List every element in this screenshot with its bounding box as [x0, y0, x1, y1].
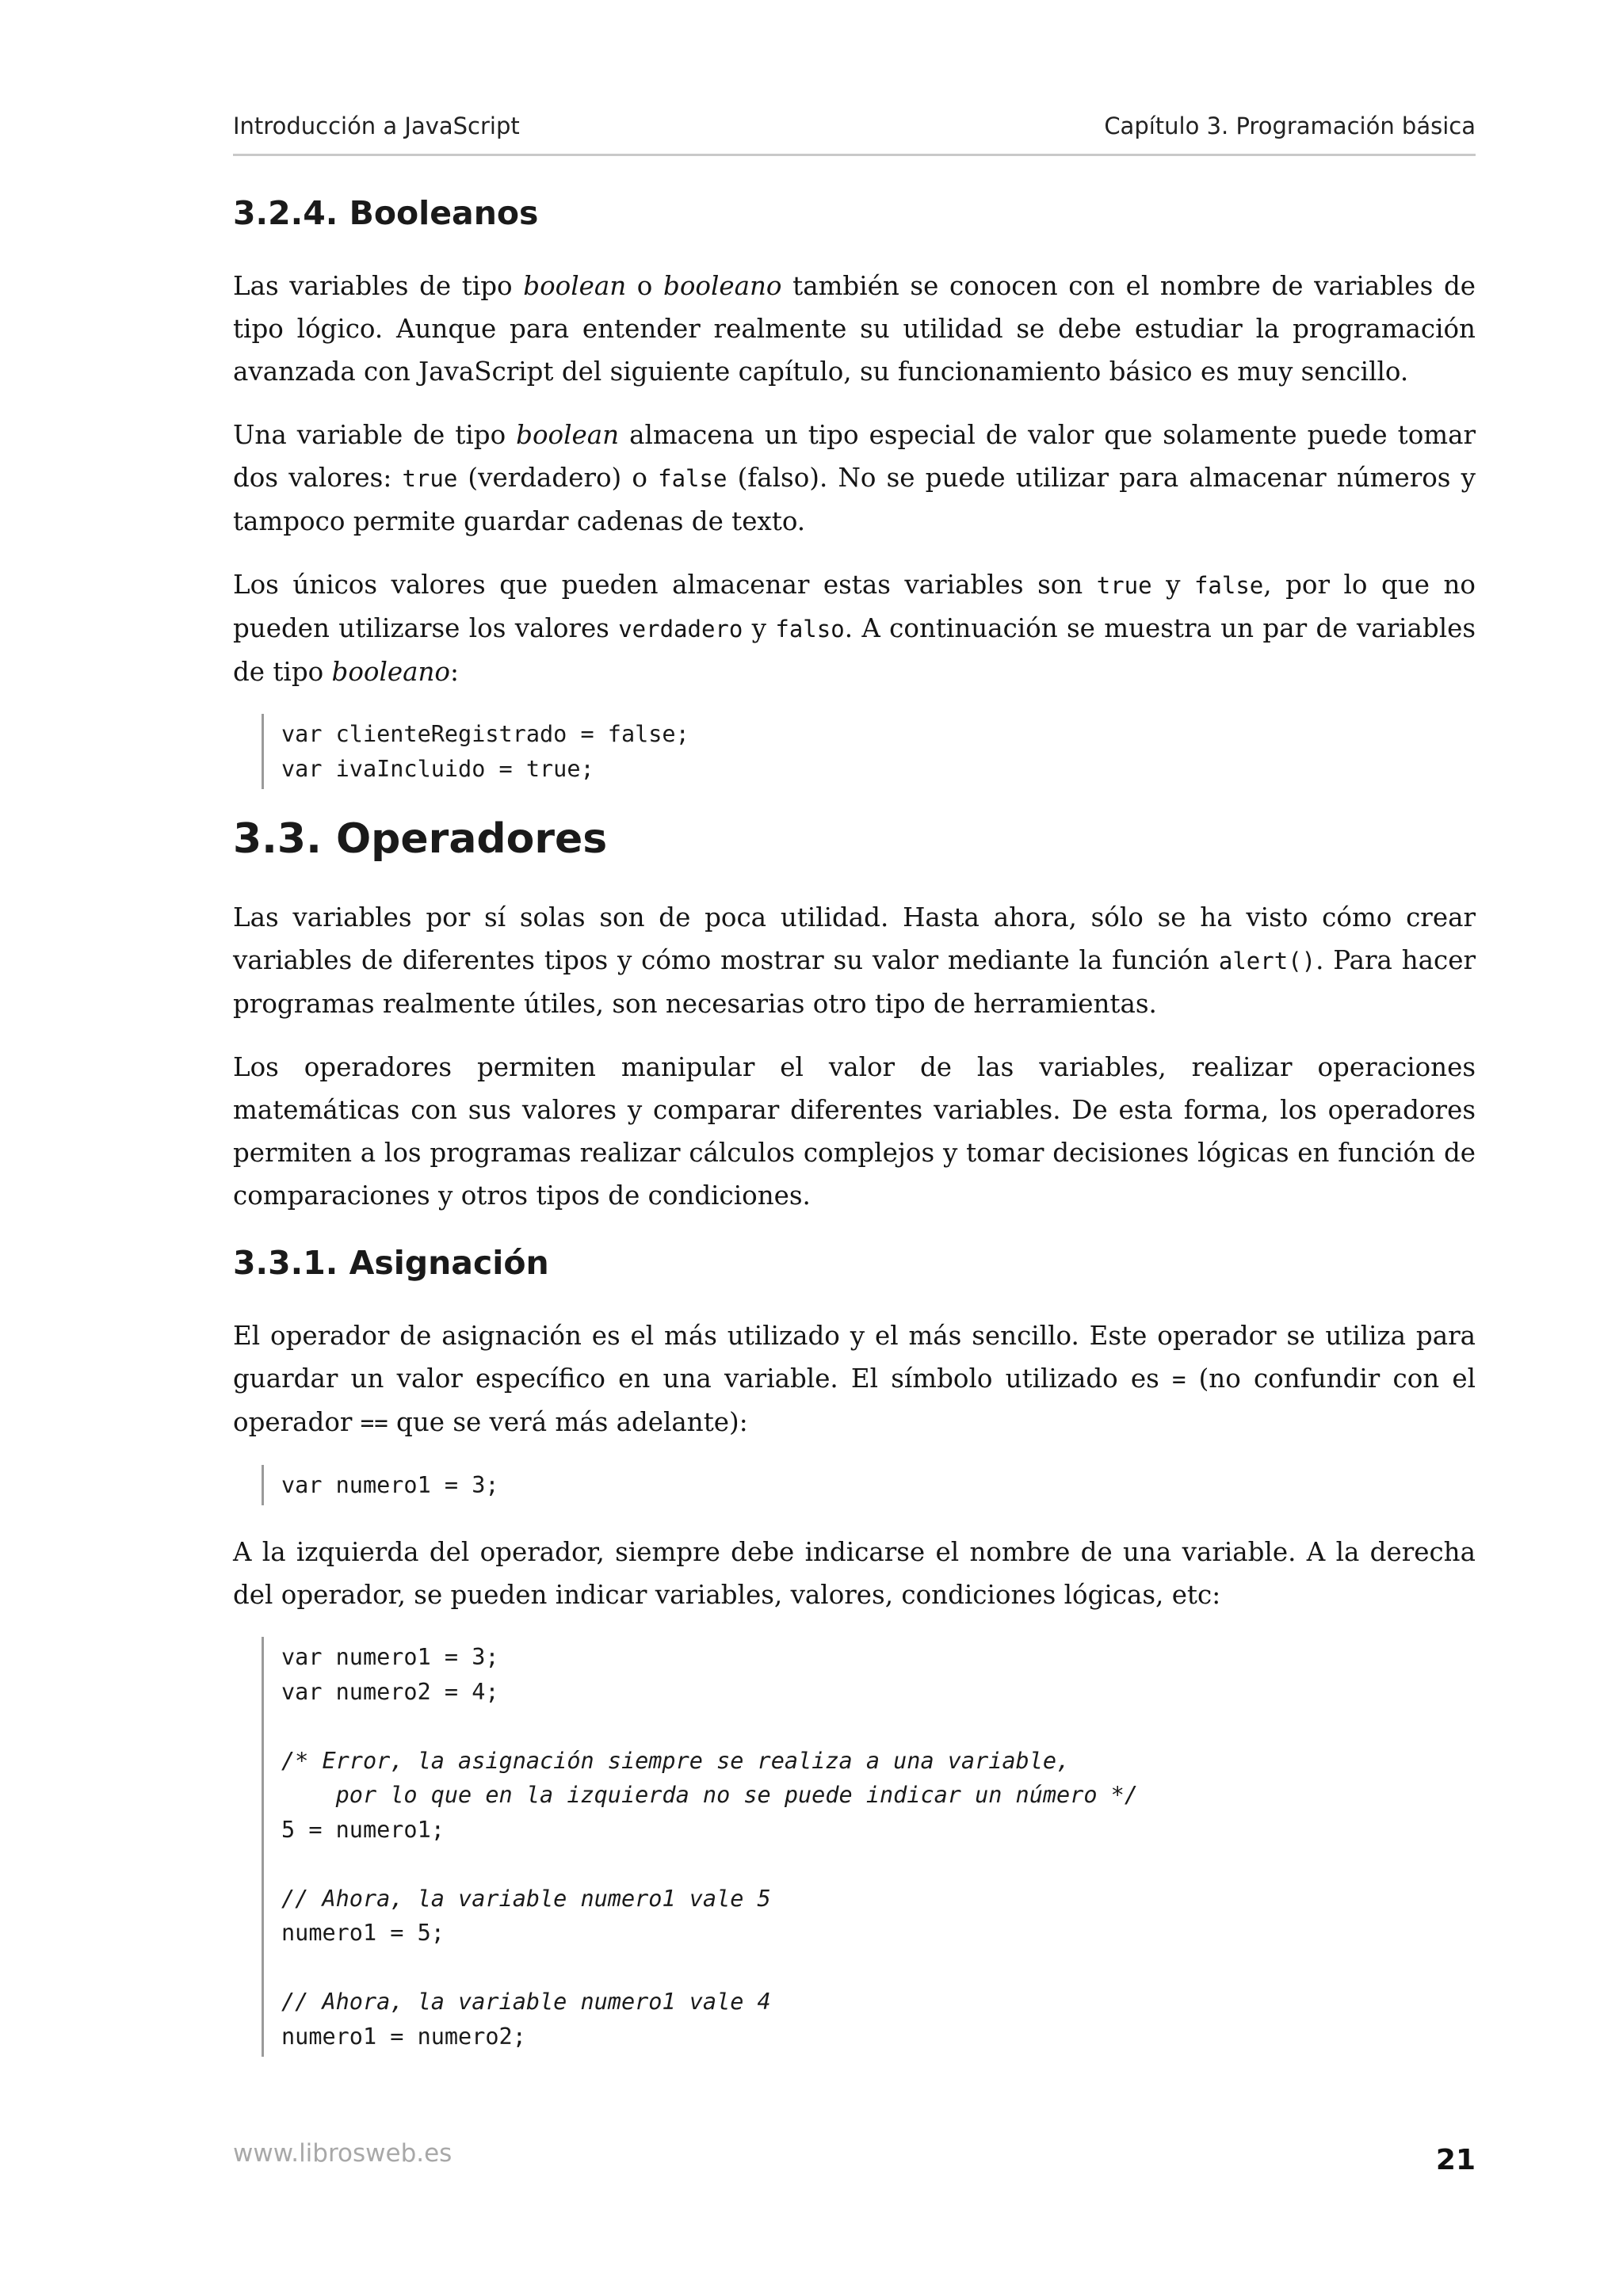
text-run: . A continuación se muestra un par de variables de tipo — [233, 613, 1476, 688]
code-block-booleanos — [262, 714, 1476, 789]
text-run: Una variable de tipo — [233, 420, 517, 451]
inline-code: = — [1171, 1365, 1186, 1393]
code-line-blank — [281, 1847, 1476, 1882]
text-run: y — [743, 613, 776, 644]
text-run: El operador de asignación es el más utilizado y el más sencillo. Este operador se utiliza para guardar un valor específico en una variable. El símbolo utilizado es — [233, 1320, 1476, 1394]
code-comment-line: // Ahora, la variable numero1 vale 4 — [281, 1989, 771, 2016]
code-line: var numero1 = 3; — [281, 1644, 499, 1671]
emphasis-term: booleano — [331, 657, 450, 688]
paragraph-asignacion-rules: A la izquierda del operador, siempre debe indicarse el nombre de una variable. A la derecha del operador, se pueden indicar variables, valores, condiciones lógicas, etc: — [233, 1537, 1476, 1611]
text-run: también se conocen con el nombre de variables de tipo lógico. Aunque para entender realmente su utilidad se debe estudiar la programación avanzada con JavaScript del siguiente capítulo, su funcionamiento básico es muy sencillo. — [233, 271, 1476, 387]
code-comment-line: // Ahora, la variable numero1 vale 5 — [281, 1885, 771, 1912]
code-comment-line: /* Error, la asignación siempre se realiza a una variable, — [281, 1747, 1071, 1774]
inline-code: falso — [775, 616, 845, 643]
running-header — [233, 109, 1476, 156]
code-comment-line: por lo que en la izquierda no se puede indicar un número */ — [281, 1782, 1138, 1809]
inline-code: true — [402, 465, 458, 493]
text-run: que se verá más adelante): — [388, 1406, 748, 1437]
paragraph-booleanos-values — [233, 414, 1476, 543]
code-block-asignacion-simple — [262, 1465, 1476, 1506]
text-run: (no confundir con el operador — [233, 1363, 1476, 1437]
heading-booleanos: 3.2.4. Booleanos — [233, 194, 539, 232]
paragraph-booleanos-intro — [233, 265, 1476, 393]
emphasis-term: boolean — [523, 271, 627, 302]
emphasis-term: boolean — [516, 420, 620, 451]
code-line: 5 = numero1; — [281, 1816, 445, 1843]
text-run: (falso). No se puede utilizar para almacenar números y tampoco permite guardar cadenas de texto. — [233, 463, 1476, 537]
header-chapter-title: Capítulo 3. Programación básica — [1104, 113, 1476, 139]
code-line: var ivaIncluido = true; — [281, 755, 594, 782]
paragraph-asignacion-intro — [233, 1314, 1476, 1444]
code-line: numero1 = numero2; — [281, 2023, 526, 2050]
paragraph-operadores-description: Los operadores permiten manipular el valor de las variables, realizar operaciones matemáticas con sus valores y comparar diferentes variables. De esta forma, los operadores permiten a los programas realizar cálculos complejos y tomar decisiones lógicas en función de comparaciones y otros tipos de condiciones. — [233, 1051, 1476, 1211]
page-footer — [233, 2139, 1476, 2187]
emphasis-term: booleano — [663, 271, 782, 302]
page-content — [233, 194, 1476, 2082]
inline-code: false — [1193, 572, 1264, 600]
text-run: (verdadero) o — [457, 463, 659, 494]
text-run: , por lo que no pueden utilizarse los valores — [233, 570, 1476, 644]
page-number: 21 — [1435, 2144, 1476, 2176]
document-page — [233, 0, 1476, 2296]
inline-code: true — [1096, 572, 1152, 600]
code-line: var numero1 = 3; — [281, 1471, 499, 1498]
code-line: var numero2 = 4; — [281, 1678, 499, 1705]
paragraph-booleanos-example-intro — [233, 563, 1476, 693]
text-run: y — [1151, 570, 1194, 601]
inline-code: verdadero — [618, 616, 743, 643]
text-run: Las variables por sí solas son de poca utilidad. Hasta ahora, sólo se ha visto cómo crear variables de diferentes tipos y cómo mostrar su valor mediante la función — [233, 902, 1476, 975]
paragraph-operadores-intro — [233, 896, 1476, 1025]
code-line: numero1 = 5; — [281, 1920, 445, 1947]
footer-site-link[interactable]: www.librosweb.es — [233, 2139, 453, 2168]
inline-code: == — [360, 1409, 388, 1436]
inline-code: false — [658, 465, 727, 493]
text-run: . Para hacer programas realmente útiles, son necesarias otro tipo de herramientas. — [233, 944, 1476, 1019]
text-run: almacena un tipo especial de valor que solamente puede tomar dos valores: — [233, 420, 1476, 494]
code-block-asignacion-examples — [262, 1637, 1476, 2057]
text-run: Las variables de tipo — [233, 271, 524, 302]
code-line: var clienteRegistrado = false; — [281, 721, 689, 748]
heading-operadores: 3.3. Operadores — [233, 815, 608, 864]
header-book-title: Introducción a JavaScript — [233, 113, 520, 139]
inline-code: alert() — [1218, 947, 1316, 974]
code-line-blank — [281, 1951, 1476, 1985]
text-run: : — [449, 657, 459, 688]
code-line-blank — [281, 1709, 1476, 1744]
text-run: o — [626, 271, 664, 302]
heading-asignacion: 3.3.1. Asignación — [233, 1243, 549, 1282]
text-run: Los únicos valores que pueden almacenar estas variables son — [233, 570, 1097, 601]
